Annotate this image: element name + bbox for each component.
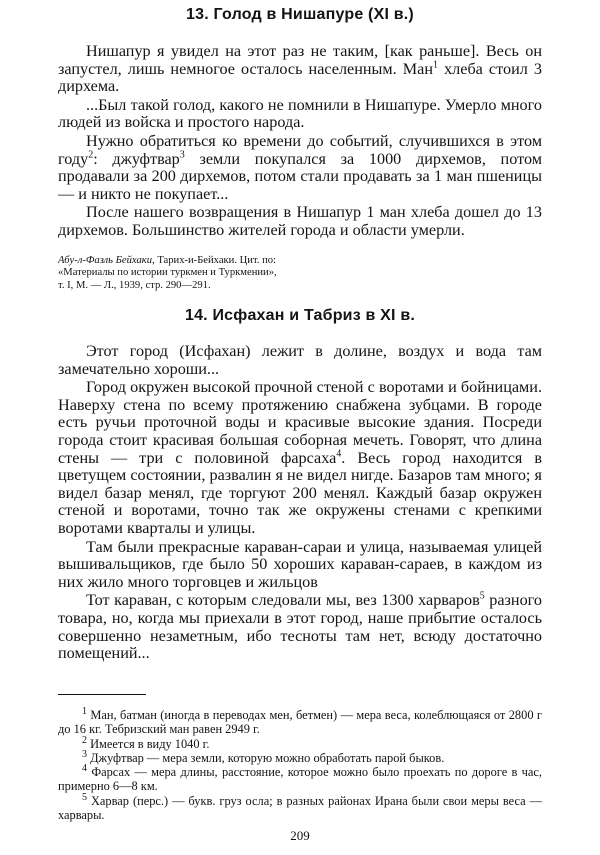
paragraph: Нишапур я увидел на этот раз не таким, [как раньше]. Весь он запустел, лишь немногое осталось населенным. Ман$^1$ хлеба стоил 3 дирхема.	[58, 42, 542, 96]
section-14-text	[58, 343, 542, 663]
footnote: $^5$ Харвар (перс.) — букв. груз осла; в разных районах Ирана были свои меры веса — харвары.	[58, 791, 542, 823]
paragraph: ...Был такой голод, какого не помнили в Нишапуре. Умерло много людей из войска и простого народа.	[58, 95, 542, 132]
paragraph: Тот караван, с которым следовали мы, вез 1300 харваров$^5$ разного товара, но, когда мы приехали в этот город, наше прибытие осталось совершенно незаметным, ибо тесноты там нет, всюду достаточно помещений...	[58, 590, 542, 663]
footnote: $^2$ Имеется в виду 1040 г.	[82, 734, 210, 751]
footnote: $^4$ Фарсах — мера длины, расстояние, которое можно было проехать по дороге в час, примерно 6—8 км.	[58, 763, 542, 794]
footnote-ref: 1	[433, 59, 439, 71]
footnotes	[58, 705, 542, 823]
paragraph: Этот город (Исфахан) лежит в долине, воздух и вода там замечательно хороши...	[58, 342, 542, 378]
section-14-title: 14. Исфахан и Табриз в XI в.	[184, 307, 416, 324]
paragraph: Там были прекрасные караван-сараи и улица, называемая улицей вышивальщиков, где было 50 хороших караван-сараев, в каждом из них жило много торговцев и жильцов	[58, 537, 542, 591]
footnote: $^1$ Ман, батман (иногда в переводах мен, бетмен) — мера веса, колеблющаяся от 2800 г до 16 кг. Тебризский ман равен 2949 г.	[58, 705, 542, 737]
paragraph: Нужно обратиться ко времени до событий, случившихся в этом году$^2$: джуфтвар$^3$ земли покупался за 1000 дирхемов, потом продавали за 200 дирхемов, потом стали продавать за 1 ман пшеницы — и никто не покупает...	[58, 131, 542, 203]
section-13-title: 13. Голод в Нишапуре (XI в.)	[186, 6, 414, 23]
footnote-ref: 2	[88, 149, 94, 161]
footnote-ref: 5	[479, 590, 485, 602]
footnote: $^3$ Джуфтвар — мера земли, которую можно обработать парой быков.	[82, 748, 445, 765]
paragraph: Город окружен высокой прочной стеной с воротами и бойницами. Наверху стена по всему протяжению снабжена зубцами. В городе есть ручьи проточной воды и красивые высокие здания. Посреди города стоит красивая большая соборная мечеть. Говорят, что длина стены — три с половиной фарсаха$^4$. Весь город находится в цветущем состоянии, развалин я не видел нигде. Базаров там много; я видел базар менял, где торгуют 200 менял. Каждый базар окружен стеной и воротами, точно так же окружены стенами с крепкими воротами кварталы и улицы.	[58, 378, 542, 537]
footnote-ref: 3	[179, 149, 185, 161]
paragraph: После нашего возвращения в Нишапур 1 ман хлеба дошел до 13 дирхемов. Большинство жителей города и области умерли.	[58, 203, 542, 239]
section-13-source: Абу-л-Фазль Бейхаки, Тарих-и-Бейхаки. Цит. по: «Материалы по истории туркмен и Туркмении», т. I, М. — Л., 1939, стр. 290—291.	[58, 255, 277, 291]
section-13-text	[58, 43, 542, 240]
source-author: Абу-л-Фазль Бейхаки	[58, 255, 153, 266]
footnote-separator	[58, 694, 146, 695]
footnote-ref: 4	[336, 448, 342, 460]
page-number: 209	[290, 828, 310, 843]
